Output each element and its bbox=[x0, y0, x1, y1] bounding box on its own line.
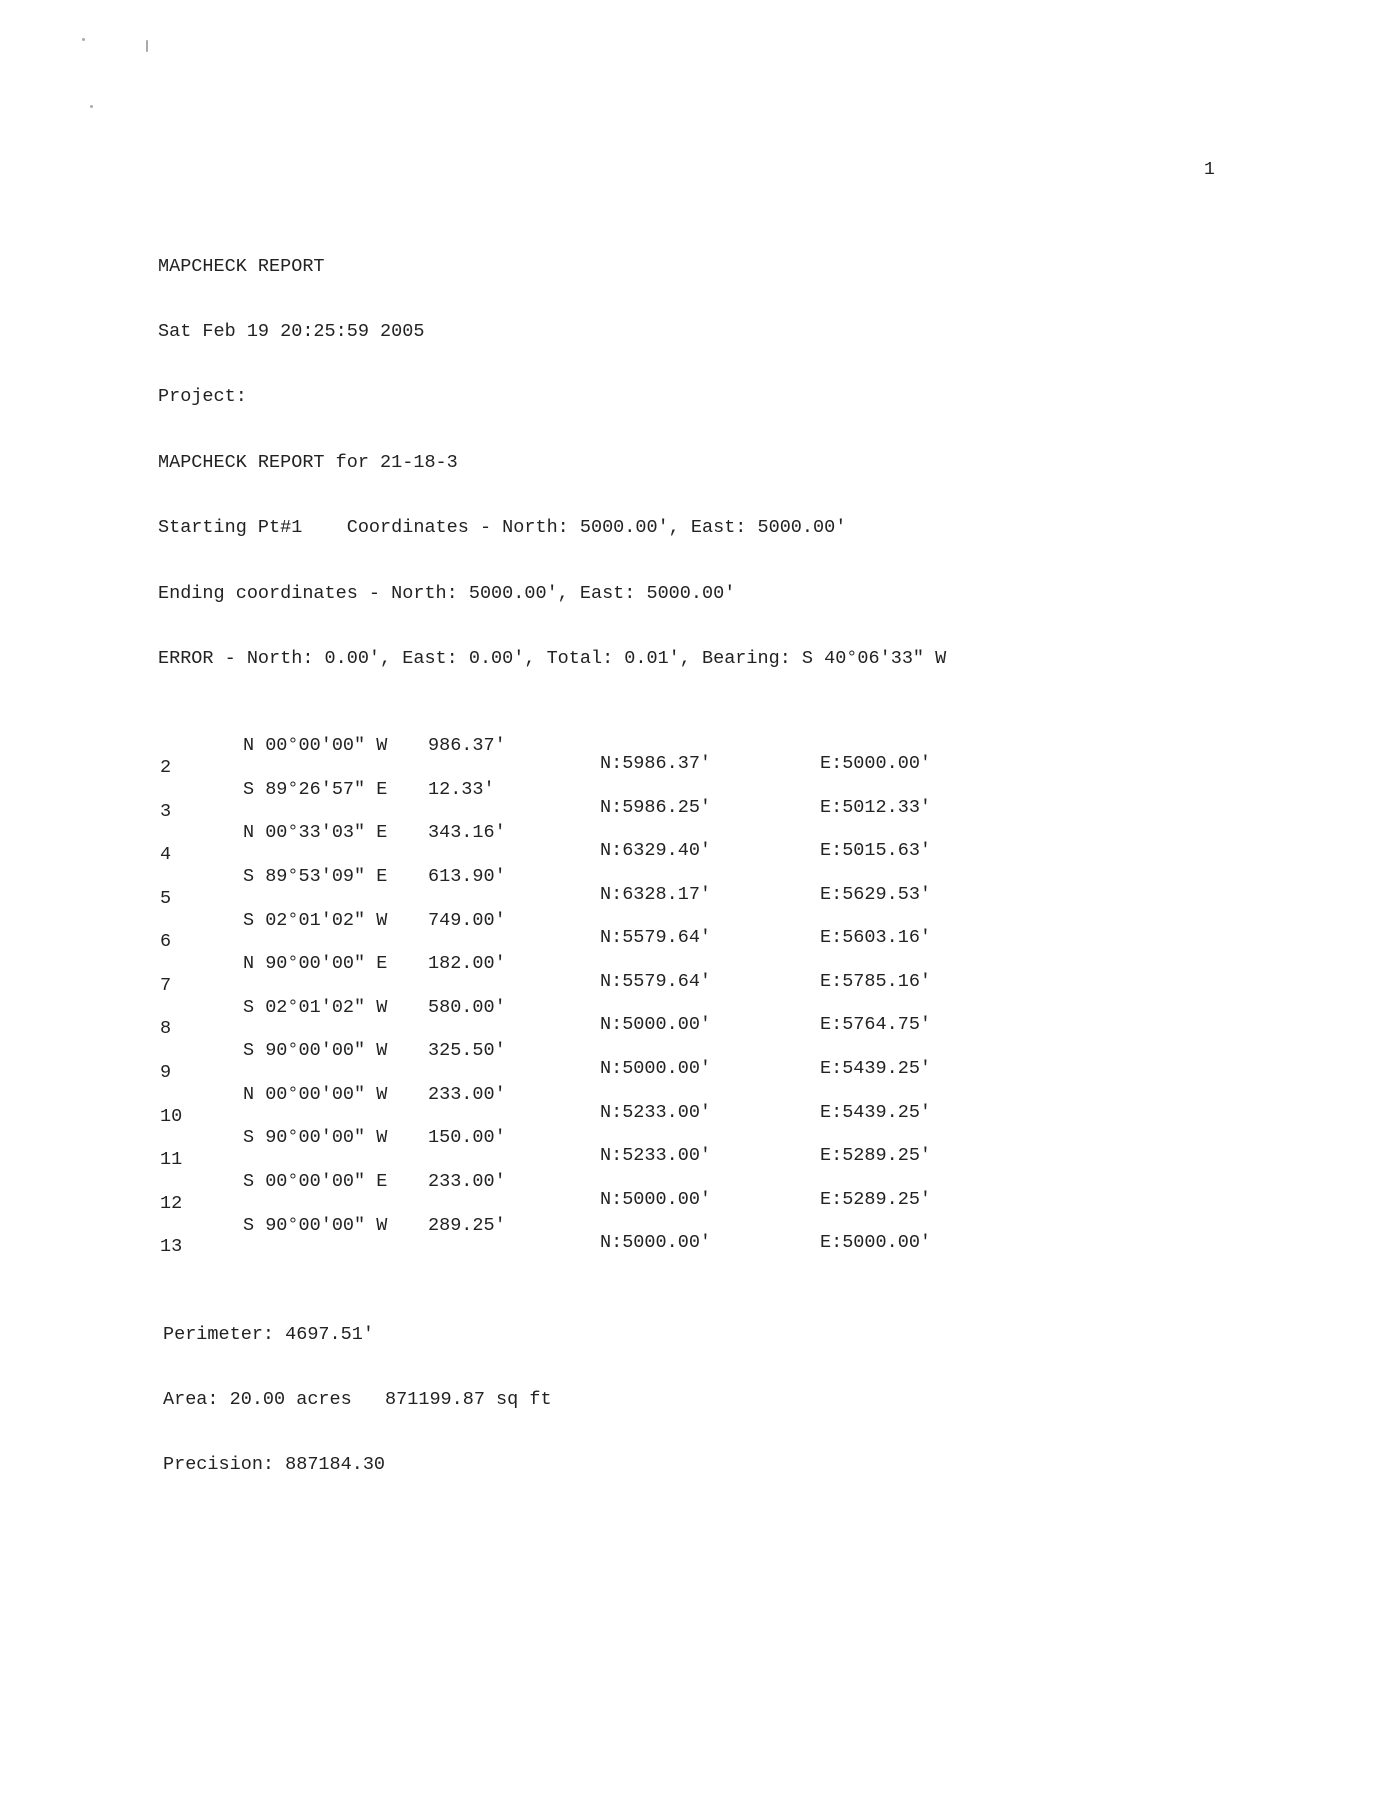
point-north: N:5579.64' bbox=[600, 927, 712, 949]
scan-mark bbox=[146, 40, 148, 52]
page-number: 1 bbox=[1204, 160, 1215, 180]
course-bearing: S 02°01'02" W bbox=[243, 909, 388, 931]
course-distance: 150.00' bbox=[428, 1127, 506, 1149]
point-north: N:5000.00' bbox=[600, 1014, 712, 1036]
course-bearing: S 00°00'00" E bbox=[243, 1171, 388, 1193]
course-bearing: S 02°01'02" W bbox=[243, 996, 388, 1018]
course-bearing: S 90°00'00" W bbox=[243, 1214, 388, 1236]
point-row bbox=[158, 1058, 1158, 1084]
point-east: E:5785.16' bbox=[820, 970, 932, 992]
point-number: 3 bbox=[160, 800, 172, 822]
report-datetime: Sat Feb 19 20:25:59 2005 bbox=[158, 320, 425, 342]
course-bearing: N 00°00'00" W bbox=[243, 1083, 388, 1105]
course-distance: 343.16' bbox=[428, 822, 506, 844]
point-east: E:5764.75' bbox=[820, 1014, 932, 1036]
scan-mark bbox=[82, 38, 85, 41]
closure-error: ERROR - North: 0.00', East: 0.00', Total: 0.01', Bearing: S 40°06'33" W bbox=[158, 647, 947, 669]
point-row bbox=[158, 1014, 1158, 1040]
point-north: N:5233.00' bbox=[600, 1101, 712, 1123]
course-bearing: N 00°00'00" W bbox=[243, 735, 388, 757]
point-east: E:5629.53' bbox=[820, 883, 932, 905]
point-east: E:5015.63' bbox=[820, 840, 932, 862]
perimeter: Perimeter: 4697.51' bbox=[163, 1323, 374, 1345]
course-distance: 749.00' bbox=[428, 909, 506, 931]
point-row bbox=[158, 1188, 1158, 1215]
point-east: E:5012.33' bbox=[820, 796, 932, 818]
point-number: 7 bbox=[160, 974, 172, 996]
area: Area: 20.00 acres 871199.87 sq ft bbox=[163, 1389, 552, 1411]
point-number: 5 bbox=[160, 887, 172, 909]
point-east: E:5000.00' bbox=[820, 752, 932, 774]
point-number: 11 bbox=[160, 1149, 183, 1171]
point-east: E:5289.25' bbox=[820, 1188, 932, 1210]
point-number: 13 bbox=[160, 1236, 183, 1258]
point-north: N:5233.00' bbox=[600, 1145, 712, 1167]
point-number: 4 bbox=[160, 844, 172, 866]
mapcheck-report bbox=[158, 212, 1158, 1498]
point-number: 9 bbox=[160, 1062, 172, 1084]
point-north: N:5000.00' bbox=[600, 1058, 712, 1080]
point-number: 8 bbox=[160, 1018, 172, 1040]
point-number: 2 bbox=[160, 756, 172, 778]
point-row bbox=[158, 1101, 1158, 1128]
point-row bbox=[158, 752, 1158, 779]
point-east: E:5289.25' bbox=[820, 1145, 932, 1167]
point-east: E:5603.16' bbox=[820, 927, 932, 949]
starting-point: Starting Pt#1 Coordinates - North: 5000.00', East: 5000.00' bbox=[158, 517, 847, 539]
scan-mark bbox=[90, 105, 93, 108]
course-distance: 325.50' bbox=[428, 1040, 506, 1062]
point-number: 10 bbox=[160, 1105, 183, 1127]
course-bearing: S 90°00'00" W bbox=[243, 1040, 388, 1062]
course-distance: 580.00' bbox=[428, 996, 506, 1018]
point-north: N:5000.00' bbox=[600, 1188, 712, 1210]
point-east: E:5439.25' bbox=[820, 1058, 932, 1080]
course-bearing: N 00°33'03" E bbox=[243, 822, 388, 844]
point-north: N:5986.25' bbox=[600, 796, 712, 818]
course-bearing: S 90°00'00" W bbox=[243, 1127, 388, 1149]
course-bearing: S 89°53'09" E bbox=[243, 865, 388, 887]
point-row bbox=[158, 1232, 1158, 1258]
course-distance: 289.25' bbox=[428, 1214, 506, 1236]
point-north: N:6329.40' bbox=[600, 840, 712, 862]
report-project: Project: bbox=[158, 386, 247, 408]
point-row bbox=[158, 796, 1158, 823]
course-distance: 12.33' bbox=[428, 778, 495, 800]
report-for: MAPCHECK REPORT for 21-18-3 bbox=[158, 451, 458, 473]
course-distance: 233.00' bbox=[428, 1083, 506, 1105]
point-east: E:5000.00' bbox=[820, 1232, 932, 1254]
course-distance: 613.90' bbox=[428, 865, 506, 887]
point-row bbox=[158, 927, 1158, 953]
ending-coordinates: Ending coordinates - North: 5000.00', East: 5000.00' bbox=[158, 582, 736, 604]
point-north: N:5000.00' bbox=[600, 1232, 712, 1254]
course-bearing: S 89°26'57" E bbox=[243, 778, 388, 800]
point-row bbox=[158, 1145, 1158, 1171]
precision: Precision: 887184.30 bbox=[163, 1454, 386, 1476]
point-north: N:5579.64' bbox=[600, 970, 712, 992]
point-row bbox=[158, 970, 1158, 997]
point-row bbox=[158, 883, 1158, 910]
course-list bbox=[158, 735, 1158, 1258]
report-title: MAPCHECK REPORT bbox=[158, 255, 325, 277]
point-east: E:5439.25' bbox=[820, 1101, 932, 1123]
course-bearing: N 90°00'00" E bbox=[243, 953, 388, 975]
point-north: N:6328.17' bbox=[600, 883, 712, 905]
point-row bbox=[158, 840, 1158, 866]
point-number: 12 bbox=[160, 1192, 183, 1214]
course-distance: 986.37' bbox=[428, 735, 506, 757]
point-number: 6 bbox=[160, 931, 172, 953]
course-distance: 182.00' bbox=[428, 953, 506, 975]
course-distance: 233.00' bbox=[428, 1171, 506, 1193]
point-north: N:5986.37' bbox=[600, 752, 712, 774]
